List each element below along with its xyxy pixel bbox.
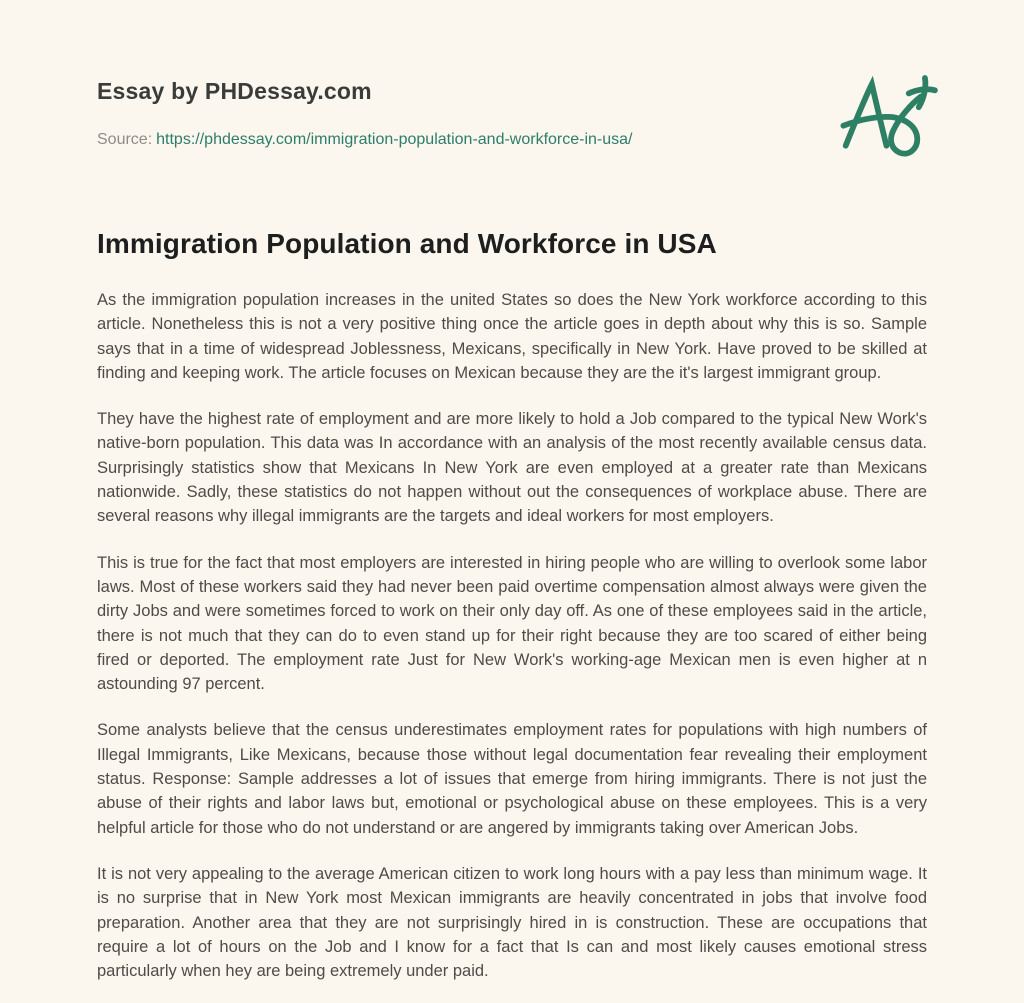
source-line [97, 131, 633, 149]
phdessay-a-plus-logo-icon [838, 70, 938, 166]
brand-heading: Essay by PHDessay.com [97, 78, 372, 104]
essay-paragraph-5: It is not very appealing to the average American citizen to work long hours with a pay less than minimum wage. It is no surprise that in New York most Mexican immigrants are heavily concentrated in jobs that involve food preparation. Another area that they are not surprisingly hired in is construction. These are occupations that require a lot of hours on the Job and I know for a fact that Is can and most likely causes emotional stress particularly when hey are being extremely under paid. [97, 864, 927, 981]
essay-paragraph-4: Some analysts believe that the census underestimates employment rates for populations with high numbers of Illegal Immigrants, Like Mexicans, because those without legal documentation fear revealing their employment status. Response: Sample addresses a lot of issues that emerge from hiring immigrants. There is not just the abuse of their rights and labor laws but, emotional or psychological abuse on these employees. This is a very helpful article for those who do not understand or are angered by immigrants taking over American Jobs. [97, 721, 927, 837]
essay-body [97, 288, 927, 983]
essay-paragraph-3: This is true for the fact that most employers are interested in hiring people who are willing to overlook some labor laws. Most of these workers said they had never been paid overtime compensation almost always were given the dirty Jobs and were sometimes forced to work on their only day off. As one of these employees said in the article, there is not much that they can do to even stand up for their right because they are too scared of either being fired or deported. The employment rate Just for New Work's working-age Mexican men is even higher at n astounding 97 percent. [97, 553, 927, 694]
essay-main [0, 228, 1024, 1003]
essay-paragraph-1: As the immigration population increases in the united States so does the New York workforce according to this article. Nonetheless this is not a very positive thing once the article goes in depth about why this is so. Sample says that in a time of widespread Joblessness, Mexicans, specifically in New York. Have proved to be skilled at finding and keeping work. The article focuses on Mexican because they are the it's largest immigrant group. [97, 291, 927, 382]
source-label: Source: [97, 131, 153, 148]
essay-paragraph-2: They have the highest rate of employment and are more likely to hold a Job compared to the typical New Work's native-born population. This data was In accordance with an analysis of the most recently available census data. Surprisingly statistics show that Mexicans In New York are even employed at a greater rate than Mexicans nationwide. Sadly, these statistics do not happen without out the consequences of workplace abuse. There are several reasons why illegal immigrants are the targets and ideal workers for most employers. [97, 410, 927, 526]
essay-title: Immigration Population and Workforce in USA [97, 228, 717, 259]
source-url-link[interactable]: https://phdessay.com/immigration-population-and-workforce-in-usa/ [156, 131, 633, 148]
header-text-block [97, 74, 633, 149]
page-header [0, 0, 1024, 166]
